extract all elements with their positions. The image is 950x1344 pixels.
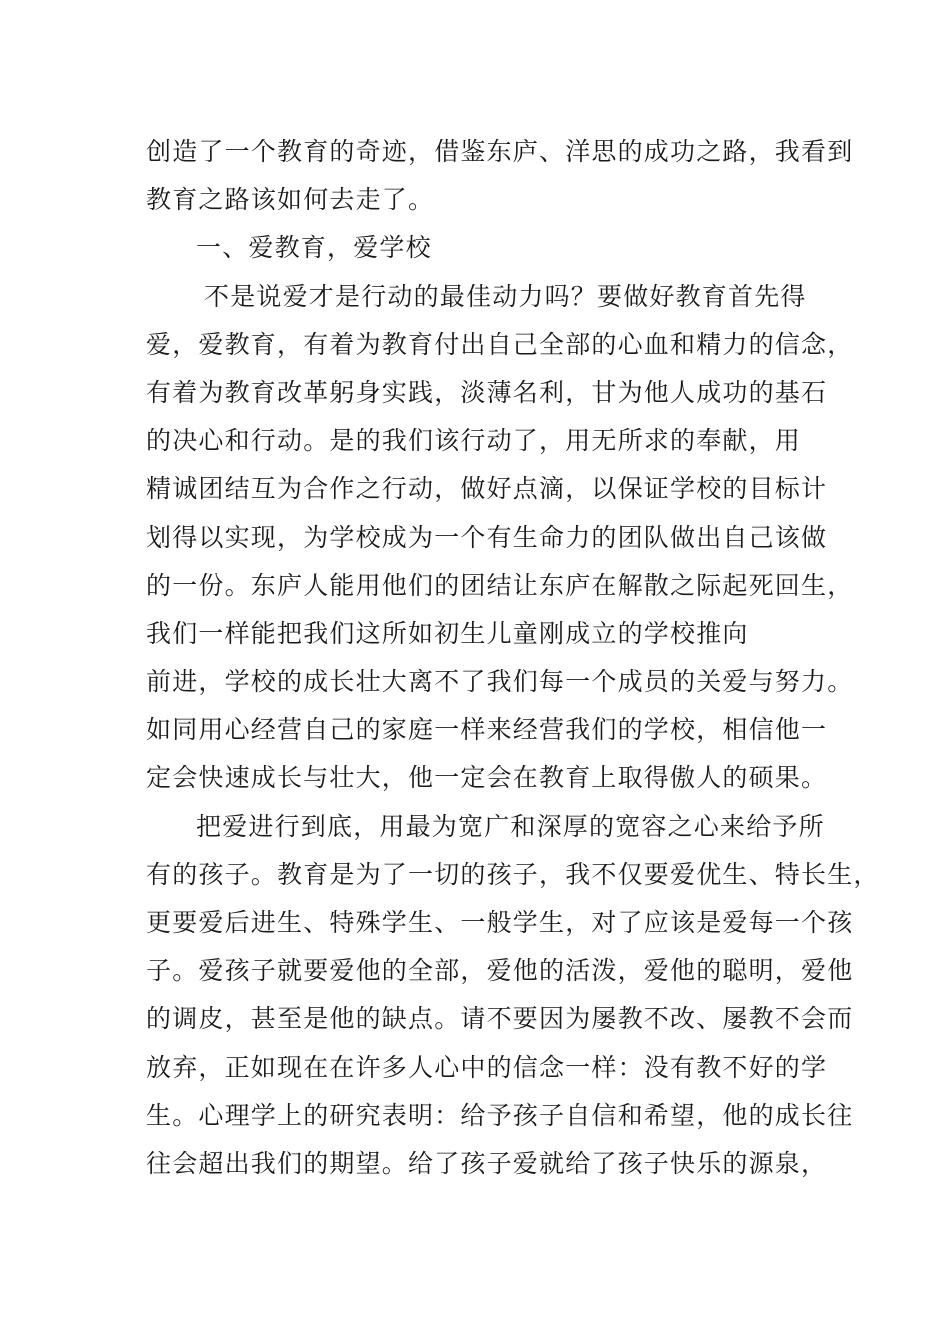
text-line: 我们一样能把我们这所如初生儿童刚成立的学校推向 [146, 618, 749, 648]
text-line: 的决心和行动。是的我们该行动了，用无所求的奉献，用 [146, 426, 802, 456]
text-line: 创造了一个教育的奇迹，借鉴东庐、洋思的成功之路，我看到 [146, 137, 854, 166]
text-line: 前进，学校的成长壮大离不了我们每一个成员的关爱与努力。 [146, 667, 854, 697]
text-line: 有的孩子。教育是为了一切的孩子，我不仅要爱优生、特长生， [146, 859, 880, 889]
text-line: 的调皮，甚至是他的缺点。请不要因为屡教不改、屡教不会而 [146, 1004, 854, 1034]
text-line: 如同用心经营自己的家庭一样来经营我们的学校，相信他一 [146, 715, 828, 745]
text-line: 往会超出我们的期望。给了孩子爱就给了孩子快乐的源泉， [146, 1148, 828, 1178]
text-line: 有着为教育改革躬身实践，淡薄名利，甘为他人成功的基石 [146, 377, 828, 407]
body-text [146, 128, 880, 1188]
text-line: 教育之路该如何去走了。 [146, 185, 435, 215]
text-line: 爱，爱教育，有着为教育付出自己全部的心血和精力的信念， [146, 329, 854, 359]
paragraph-first-line: 把爱进行到底，用最为宽广和深厚的宽容之心来给予所 [196, 811, 825, 841]
text-line: 更要爱后进生、特殊学生、一般学生，对了应该是爱每一个孩 [146, 908, 854, 937]
paragraph-first-line: 不是说爱才是行动的最佳动力吗？要做好教育首先得 [204, 281, 807, 311]
text-line: 生。心理学上的研究表明：给予孩子自信和希望，他的成长往 [146, 1100, 854, 1130]
text-line: 精诚团结互为合作之行动，做好点滴，以保证学校的目标计 [146, 474, 828, 504]
text-line: 的一份。东庐人能用他们的团结让东庐在解散之际起死回生， [146, 570, 854, 600]
text-line: 放弃，正如现在在许多人心中的信念一样：没有教不好的学 [146, 1052, 828, 1082]
text-line: 子。爱孩子就要爱他的全部，爱他的活泼，爱他的聪明，爱他 [146, 956, 854, 986]
text-line: 定会快速成长与壮大，他一定会在教育上取得傲人的硕果。 [146, 763, 828, 793]
section-heading: 一、爱教育，爱学校 [196, 233, 432, 263]
text-line: 划得以实现，为学校成为一个有生命力的团队做出自己该做 [146, 522, 828, 552]
